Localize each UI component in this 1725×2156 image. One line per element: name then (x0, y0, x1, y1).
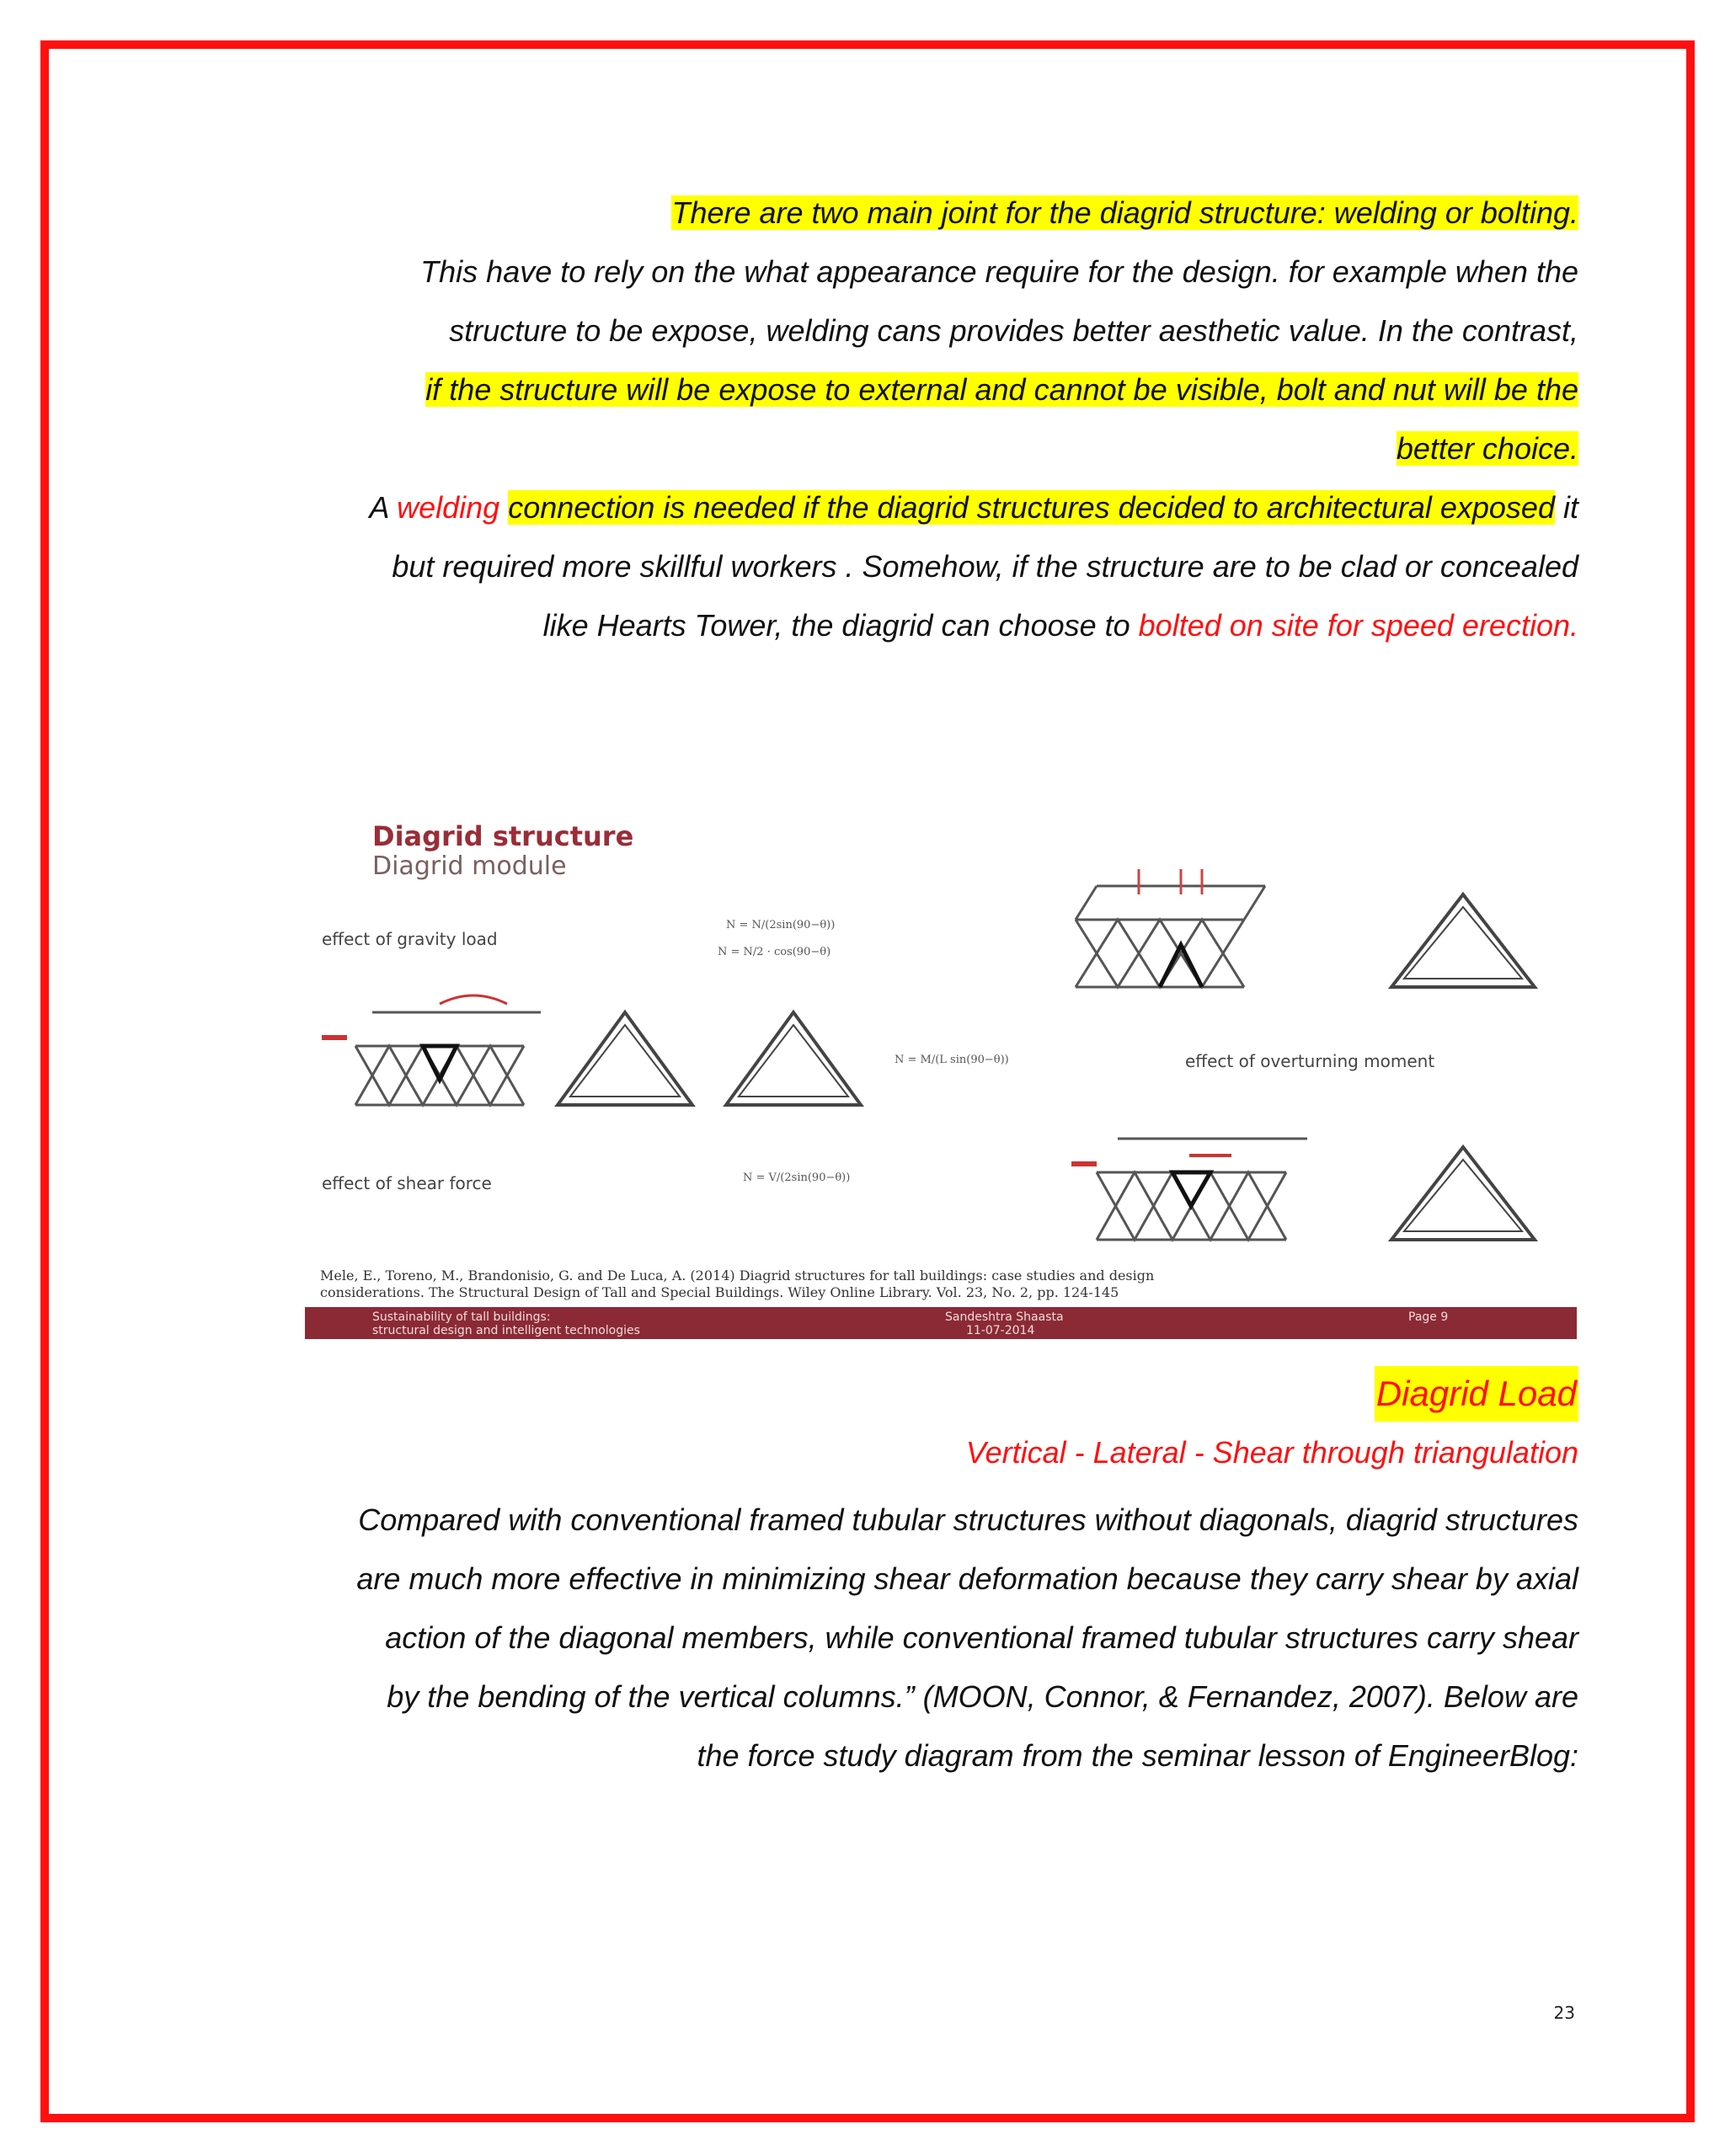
figure-citation: considerations. The Structural Design of Tall and Special Buildings. Wiley Online Library. Vol. 23, No. 2, pp. 124-145 (320, 1284, 1119, 1300)
red-keyword: bolted on site for speed erection. (1138, 608, 1578, 643)
label-shear: effect of shear force (322, 1173, 492, 1193)
triangle-diagram-overturning-1 (558, 1012, 692, 1105)
paragraph-text: it (1554, 490, 1578, 525)
paragraph-joints (202, 184, 1578, 478)
section-heading: Diagrid Load (1375, 1366, 1578, 1422)
highlighted-text: better choice. (1396, 431, 1578, 466)
label-overturning: effect of overturning moment (1185, 1051, 1435, 1071)
paragraph-text: A (369, 490, 398, 525)
paragraph-line: the force study diagram from the seminar lesson of EngineerBlog: (697, 1738, 1578, 1773)
equation: N = N/2 · cos(90−θ) (718, 946, 831, 958)
triangle-diagram-overturning-2 (726, 1012, 861, 1105)
footer-text: structural design and intelligent technologies (372, 1324, 640, 1337)
paragraph-line: This have to rely on the what appearance require for the design. for example when the (420, 254, 1578, 289)
highlighted-text: if the structure will be expose to external and cannot be visible, bolt and nut will be the (425, 372, 1578, 407)
triangle-diagram-shear (1391, 1147, 1535, 1240)
diagrid-figure-svg (305, 810, 1577, 1339)
paragraph-line: structure to be expose, welding cans provides better aesthetic value. In the contrast, (449, 313, 1578, 348)
diagrid-module-shear (1071, 1139, 1307, 1240)
paragraph-welding (168, 478, 1578, 655)
figure-subtitle: Diagrid module (372, 851, 567, 881)
equation: N = N/(2sin(90−θ)) (726, 919, 836, 931)
triangle-diagram-gravity (1391, 894, 1535, 987)
equation: N = M/(L sin(90−θ)) (895, 1054, 1009, 1066)
figure-title: Diagrid structure (372, 820, 634, 852)
red-keyword: welding (397, 490, 500, 525)
diagrid-figure (305, 810, 1577, 1339)
equation: N = V/(2sin(90−θ)) (743, 1171, 851, 1184)
footer-text: 11-07-2014 (966, 1324, 1035, 1337)
paragraph-line: by the bending of the vertical columns.” (MOON, Connor, & Fernandez, 2007). Below are (387, 1679, 1578, 1714)
footer-page: Page 9 (1408, 1310, 1449, 1324)
section-subheading: Vertical - Lateral - Shear through triangulation (965, 1435, 1578, 1470)
highlighted-text: connection is needed if the diagrid structures decided to architectural exposed (508, 490, 1555, 525)
highlighted-text: There are two main joint for the diagrid structure: welding or bolting. (671, 195, 1578, 230)
footer-text: Sandeshtra Shaasta (945, 1310, 1064, 1324)
diagrid-module-gravity (1076, 869, 1265, 987)
figure-citation: Mele, E., Toreno, M., Brandonisio, G. and De Luca, A. (2014) Diagrid structures for tall buildings: case studies and design (320, 1267, 1155, 1283)
page-number: 23 (1553, 2003, 1575, 2023)
paragraph-line: are much more effective in minimizing shear deformation because they carry shear by axial (356, 1561, 1578, 1596)
paragraph-text (499, 490, 508, 525)
diagrid-module-overturning (322, 995, 541, 1105)
paragraph-line: action of the diagonal members, while conventional framed tubular structures carry shear (385, 1620, 1578, 1655)
paragraph-line: but required more skillful workers . Somehow, if the structure are to be clad or concealed (392, 549, 1578, 584)
paragraph-shear (168, 1491, 1578, 1785)
footer-text: Sustainability of tall buildings: (372, 1310, 551, 1324)
paragraph-text: like Hearts Tower, the diagrid can choose to (542, 608, 1139, 643)
label-gravity: effect of gravity load (322, 929, 498, 949)
paragraph-line: Compared with conventional framed tubular structures without diagonals, diagrid structures (358, 1502, 1578, 1537)
